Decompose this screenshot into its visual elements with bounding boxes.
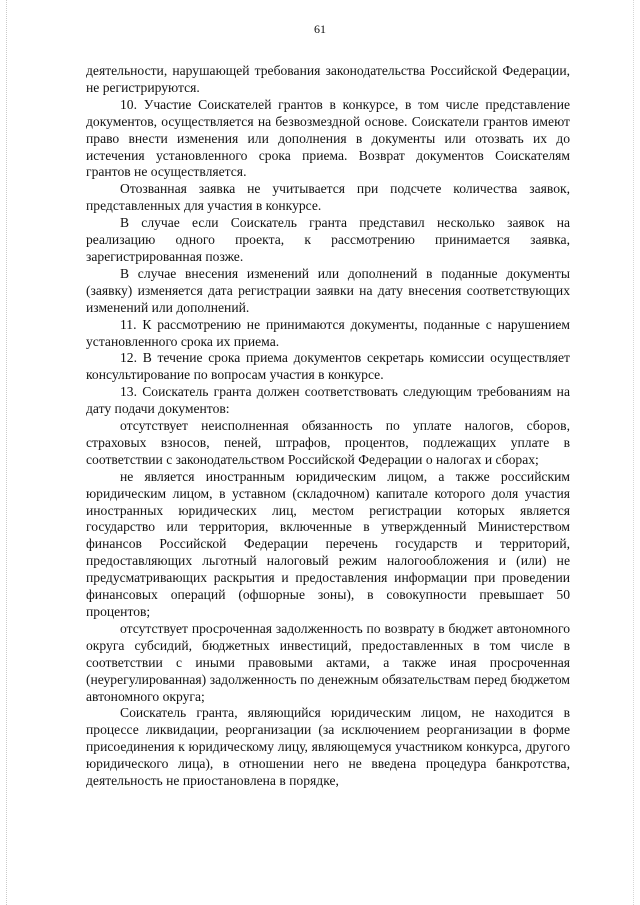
paragraph-amendments: В случае внесения изменений или дополнений в поданные документы (заявку) изменяется дата регистрации заявки на дату внесения соответствующих изменений или дополнений. [86, 265, 570, 315]
paragraph-requirement-liquidation: Соискатель гранта, являющийся юридическим лицом, не находится в процессе ликвидации, реорганизации (за исключением реорганизации в форме присоединения к юридическому лицу, являющемуся участником конкурса, другого юридического лица), в отношении него не введена процедура банкротства, деятельность не приостановлена в порядке, [86, 705, 570, 789]
paragraph-item-12: 12. В течение срока приема документов секретарь комиссии осуществляет консультирование по вопросам участия в конкурсе. [86, 350, 570, 383]
paragraph-item-11: 11. К рассмотрению не принимаются документы, поданные с нарушением установленного срока их приема. [86, 316, 570, 349]
paragraph-item-10: 10. Участие Соискателей грантов в конкурсе, в том числе представление документов, осуществляется на безвозмездной основе. Соискатели грантов имеют право внести изменения или дополнения в документы или отозвать их до истечения установленного срока приема. Возврат документов Соискателям грантов не осуществляется. [86, 96, 570, 180]
paragraph-item-13: 13. Соискатель гранта должен соответствовать следующим требованиям на дату подачи документов: [86, 384, 570, 417]
paragraph-multiple-applications: В случае если Соискатель гранта представил несколько заявок на реализацию одного проекта, к рассмотрению принимается заявка, зарегистрированная позже. [86, 215, 570, 264]
scan-edge-right [633, 0, 634, 905]
paragraph-requirement-foreign-entity: не является иностранным юридическим лицом, а также российским юридическим лицом, в уставном (складочном) капитале которого доля участия иностранных юридических лиц, местом регистрации которых является государство или территория, включенные в утвержденный Министерством финансов Российской Федерации перечень государств и территорий, предоставляющих льготный налоговый режим налогообложения и (или) не предусматривающих раскрытия и предоставления информации при проведении финансовых операций (офшорные зоны), в совокупности превышает 50 процентов; [86, 468, 570, 619]
paragraph-continuation: деятельности, нарушающей требования законодательства Российской Федерации, не регистрируются. [86, 63, 570, 95]
paragraph-requirement-budget-debt: отсутствует просроченная задолженность по возврату в бюджет автономного округа субсидий, бюджетных инвестиций, предоставленных в том числе в соответствии с иными правовыми актами, а также иная просроченная (неурегулированная) задолженность по денежным обязательствам перед бюджетом автономного округа; [86, 620, 570, 704]
paragraph-requirement-taxes: отсутствует неисполненная обязанность по уплате налогов, сборов, страховых взносов, пеней, штрафов, процентов, подлежащих уплате в соответствии с законодательством Российской Федерации о налогах и сборах; [86, 418, 570, 467]
page-number: 61 [314, 22, 326, 36]
scan-edge-left [6, 0, 7, 905]
paragraph-withdrawn-application: Отозванная заявка не учитывается при подсчете количества заявок, представленных для участия в конкурсе. [86, 181, 570, 214]
document-body [86, 63, 570, 790]
